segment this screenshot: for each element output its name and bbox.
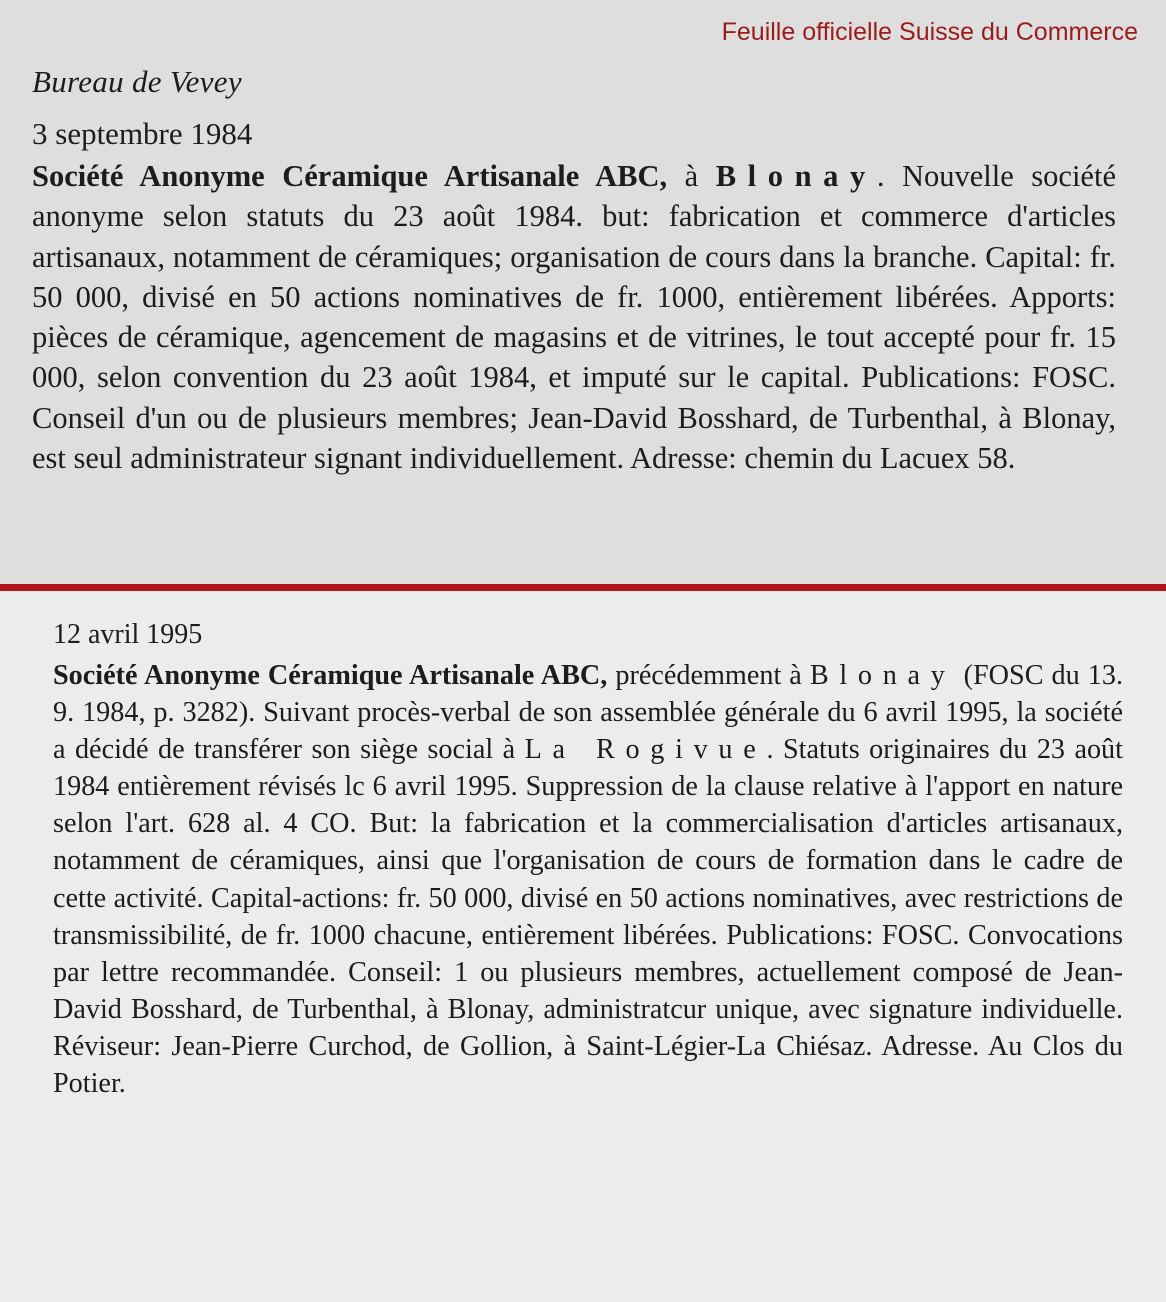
former-location-1995: Blonay — [809, 660, 956, 691]
company-name-1995: Société Anonyme Céramique Artisanale ABC, — [53, 660, 608, 691]
entry-date-1995: 12 avril 1995 — [53, 619, 203, 650]
clipping-1995 — [0, 591, 1166, 1302]
entry-text-1995 — [53, 657, 1123, 1102]
entry-body-1995-part1: (FOSC du 13. 9. 1984, p. 3282). Suivant procès-verbal de son assemblée générale du 6 avril 1995, la société a décidé de transférer son siège social à — [53, 660, 1124, 766]
entry-body-1984: . Nouvelle société anonyme selon statuts du 23 août 1984. but: fabrication et commerce d'articles artisanaux, notamment de céramiques; organisation de cours dans la branche. Capital: fr. 50 000, divisé en 50 actions nominatives de fr. 1000, entièrement libérées. Apports: pièces de céramique, agencement de magasins et de vitrines, le tout accepté pour fr. 15 000, selon convention du 23 août 1984, et imputé sur le capital. Publications: FOSC. Conseil d'un ou de plusieurs membres; Jean-David Bosshard, de Turbenthal, à Blonay, est seul administrateur signant individuellement. Adresse: chemin du Lacuex 58. — [32, 159, 1116, 476]
source-label: Feuille officielle Suisse du Commerce — [721, 18, 1138, 46]
new-location-1995: La Rogivue — [524, 734, 767, 766]
entry-date-1984: 3 septembre 1984 — [32, 116, 253, 151]
company-name-1984: Société Anonyme Céramique Artisanale ABC, — [32, 159, 668, 193]
entry-text-1984 — [32, 156, 1116, 478]
clipping-1984 — [0, 0, 1166, 584]
entry-body-1995-part2: . Statuts originaires du 23 août 1984 entièrement révisés lc 6 avril 1995. Suppression de la clause relative à l'apport en nature selon l'art. 628 al. 4 CO. But: la fabrication et la commercialisation d'articles artisanaux, notamment de céramiques, ainsi que l'organisation de cours de formation dans le cadre de cette activité. Capital-actions: fr. 50 000, divisé en 50 actions nominatives, avec restrictions de transmissibilité, de fr. 1000 chacune, entièrement libérées. Publications: FOSC. Convocations par lettre recommandée. Conseil: 1 ou plusieurs membres, actuellement composé de Jean-David Bosshard, de Turbenthal, à Blonay, administratcur unique, avec signature individuelle. Réviseur: Jean-Pierre Curchod, de Gollion, à Saint-Légier-La Chiésaz. Adresse. Au Clos du Potier. — [53, 734, 1123, 1100]
location-prefix-1984: à — [667, 159, 716, 193]
location-prefix-1995: précédemment à — [607, 660, 810, 691]
section-divider — [0, 584, 1166, 591]
location-1984: Blonay — [715, 159, 877, 193]
bureau-heading: Bureau de Vevey — [32, 64, 242, 99]
